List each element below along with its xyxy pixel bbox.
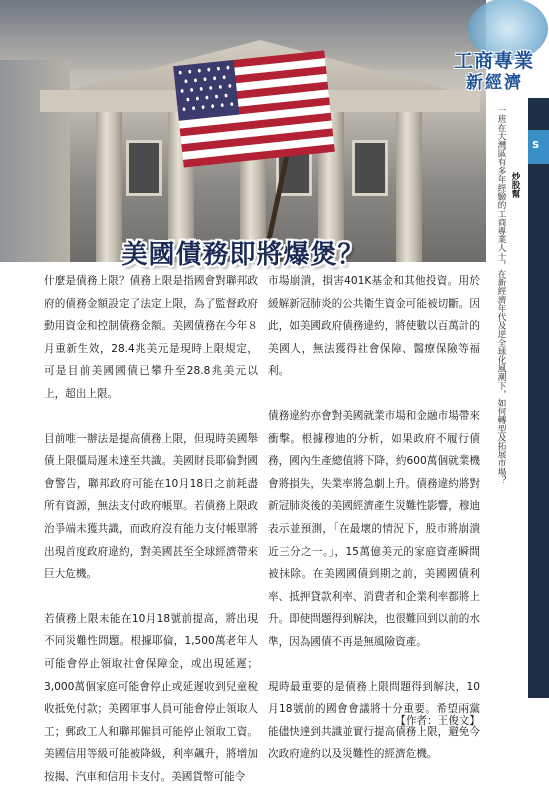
paragraph: 什麼是債務上限？債務上限是指國會對聯邦政府的債務金額設定了法定上限，為了監督政府動用資金和控制債務金額。美國債務在今年８月重新生效，28.4兆美元是現時上限規定，可是目前美國國債已攀升至28.8兆美元以上，超出上限。 — [44, 275, 258, 400]
side-bar — [528, 98, 549, 698]
paragraph: 債務違約亦會對美國就業市場和金融市場帶來衝擊。根據穆迪的分析，如果政府不履行債務，國內生產總值將下降，約600萬個就業機會將損失，失業率將急劇上升。債務違約將對新冠肺炎後的美國經濟產生災難性影響，穆迪表示並預測，「在最壞的情況下，股市將崩潰近三分之一。」，15萬億美元的家庭資產瞬間被抹除。在美國國債到期之前，美國國債利率、抵押貸款利率、消費者和企業利率都將上升。即使問題得到解決，也很難回到以前的水準，因為國債不再是無風險資產。 — [268, 409, 480, 648]
article-column-left — [44, 270, 258, 810]
page-section-label: S — [532, 140, 540, 151]
us-flag-icon — [173, 50, 335, 167]
article-column-right — [268, 270, 480, 788]
paragraph: 若債務上限未能在10月18號前提高，將出現不同災難性問題。根據耶倫，1,500萬老年人可能會停止領取社會保障金，或出現延遲；3,000萬個家庭可能會停止或延遲收到兒童稅收抵免付款；美國軍事人員可能會停止領取人工；郵政工人和聯邦僱員可能停止領取工資。美國信用等級可能被降級，利率飆升，將增加按揭、汽車和信用卡支付。美國貨幣可能令 — [44, 612, 258, 783]
logo-line-2: 新經濟 — [466, 73, 523, 92]
article-title: 美國債務即將爆煲？ — [121, 240, 365, 270]
paragraph: 現時最重要的是債務上限問題得到解決，10月18號前的國會會議將十分重要。希望兩黨能儘快達到共識並實行提高債務上限，避免今次政府違約以及災難性的經濟危機。 — [268, 680, 480, 761]
article-author: 【作者：王俊文】 — [395, 715, 480, 727]
publication-logo — [448, 10, 543, 92]
column-description: 一班在大灣區有多年經驗的工商專業人士，在新經濟年代及逆全球化風潮下，如何轉型及拓展市場？ — [496, 106, 506, 485]
logo-line-1: 工商專業 — [454, 51, 535, 72]
column-author-name: 炒股幫 — [510, 172, 520, 198]
paragraph: 目前唯一辦法是提高債務上限，但現時美國舉債上限僵局遲未達至共識。美國財長耶倫對國會警告，聯邦政府可能在10月18日之前耗盡所有資源，無法支付政府帳單。若債務上限政治爭端未獲共識，而政府沒有能力支付帳單將出現首度政府違約，對美國甚至全球經濟帶來巨大危機。 — [44, 432, 258, 581]
paragraph: 市場崩潰，損害401K基金和其他投資。用於緩解新冠肺炎的公共衛生資金可能被切斷。因此，如美國政府債務違約，將使數以百萬計的美國人，無法獲得社會保障、醫療保險等福利。 — [268, 275, 480, 378]
